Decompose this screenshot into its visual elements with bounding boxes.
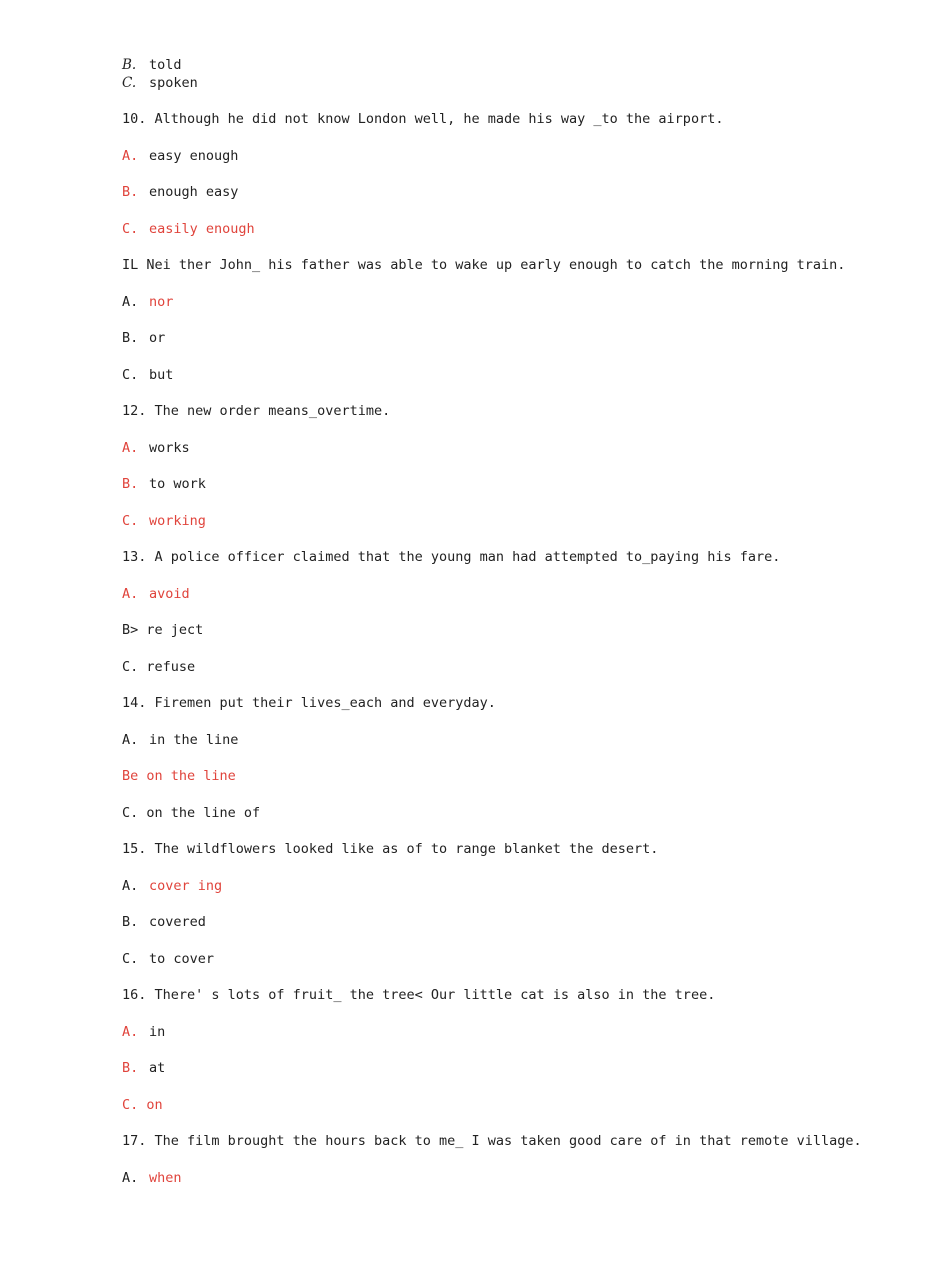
- option-letter: C.: [122, 221, 139, 237]
- option-letter: C.: [122, 75, 137, 91]
- question-text: C. on: [122, 1097, 163, 1113]
- text-line: [122, 694, 496, 712]
- question-text: 14. Firemen put their lives_each and everyday.: [122, 695, 496, 711]
- option-text: to work: [149, 476, 206, 492]
- answer-option-line: [122, 512, 206, 530]
- text-line: [122, 402, 390, 420]
- option-text: spoken: [149, 75, 198, 91]
- answer-option-line: [122, 439, 190, 457]
- question-text: 10. Although he did not know London well, he made his way _to the airport.: [122, 111, 724, 127]
- option-letter: A.: [122, 148, 139, 164]
- option-letter: B.: [122, 330, 139, 346]
- answer-option-line: [122, 1169, 182, 1187]
- text-line: [122, 256, 845, 274]
- option-letter: A.: [122, 586, 139, 602]
- option-text: in the line: [149, 732, 239, 748]
- text-line: [122, 767, 236, 785]
- answer-option-line: [122, 950, 214, 968]
- answer-option-line: [122, 220, 255, 238]
- question-text: C. on the line of: [122, 805, 261, 821]
- option-text: working: [149, 513, 206, 529]
- option-text: cover ing: [149, 878, 223, 894]
- option-text: told: [149, 57, 182, 73]
- question-text: B> re ject: [122, 622, 204, 638]
- option-text: to cover: [149, 951, 215, 967]
- option-letter: A.: [122, 440, 139, 456]
- option-text: easily enough: [149, 221, 255, 237]
- option-text: when: [149, 1170, 182, 1186]
- text-line: [122, 658, 195, 676]
- option-letter: B.: [122, 57, 137, 73]
- option-letter: B.: [122, 1060, 139, 1076]
- text-line: [122, 548, 780, 566]
- question-text: C. refuse: [122, 659, 196, 675]
- answer-option-line: [122, 147, 238, 165]
- question-text: 13. A police officer claimed that the young man had attempted to_paying his fare.: [122, 549, 781, 565]
- option-text: or: [149, 330, 166, 346]
- question-text: 16. There' s lots of fruit_ the tree< Our little cat is also in the tree.: [122, 987, 716, 1003]
- option-letter: B.: [122, 184, 139, 200]
- question-text: IL Nei ther John_ his father was able to wake up early enough to catch the morning train.: [122, 257, 846, 273]
- option-letter: B.: [122, 476, 139, 492]
- option-letter: C.: [122, 951, 139, 967]
- text-line: [122, 840, 658, 858]
- text-line: [122, 621, 203, 639]
- answer-option-line: [122, 585, 190, 603]
- answer-option-line: [122, 475, 206, 493]
- option-text: avoid: [149, 586, 190, 602]
- text-line: [122, 1132, 862, 1150]
- answer-option-line: [122, 56, 182, 74]
- option-letter: A.: [122, 1170, 139, 1186]
- answer-option-line: [122, 913, 206, 931]
- question-text: 15. The wildflowers looked like as of to range blanket the desert.: [122, 841, 659, 857]
- text-line: [122, 1096, 163, 1114]
- answer-option-line: [122, 183, 238, 201]
- answer-option-line: [122, 329, 165, 347]
- option-letter: B.: [122, 914, 139, 930]
- option-letter: A.: [122, 1024, 139, 1040]
- answer-option-line: [122, 366, 173, 384]
- option-text: covered: [149, 914, 206, 930]
- option-text: but: [149, 367, 174, 383]
- question-text: 12. The new order means_overtime.: [122, 403, 391, 419]
- text-line: [122, 804, 260, 822]
- question-text: Be on the line: [122, 768, 236, 784]
- option-text: at: [149, 1060, 166, 1076]
- option-letter: A.: [122, 878, 139, 894]
- answer-option-line: [122, 877, 222, 895]
- option-letter: A.: [122, 732, 139, 748]
- answer-option-line: [122, 731, 238, 749]
- answer-option-line: [122, 293, 173, 311]
- text-line: [122, 986, 715, 1004]
- option-text: easy enough: [149, 148, 239, 164]
- option-text: in: [149, 1024, 166, 1040]
- option-letter: C.: [122, 367, 139, 383]
- option-text: enough easy: [149, 184, 239, 200]
- answer-option-line: [122, 1023, 165, 1041]
- question-text: 17. The film brought the hours back to me_ I was taken good care of in that remote village.: [122, 1133, 862, 1149]
- option-text: works: [149, 440, 190, 456]
- text-line: [122, 110, 723, 128]
- answer-option-line: [122, 74, 198, 92]
- option-text: nor: [149, 294, 174, 310]
- option-letter: C.: [122, 513, 139, 529]
- option-letter: A.: [122, 294, 139, 310]
- answer-option-line: [122, 1059, 165, 1077]
